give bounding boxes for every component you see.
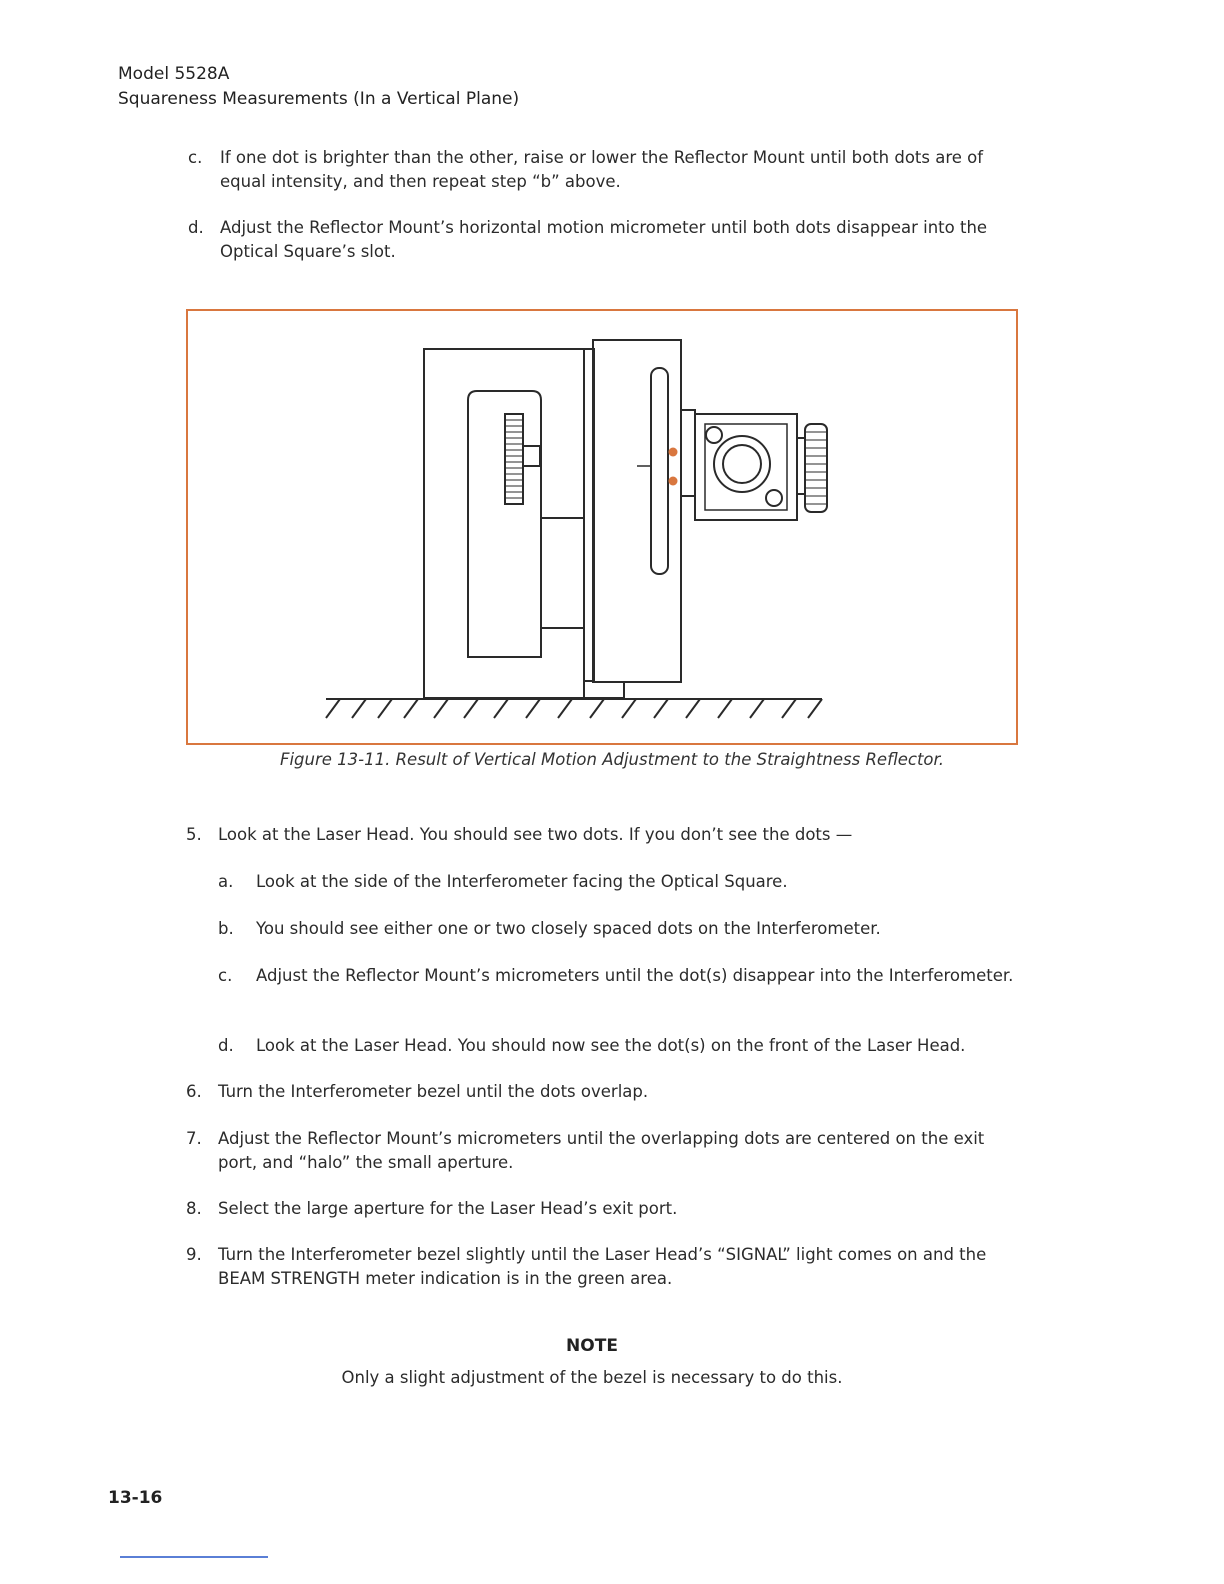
step-text: If one dot is brighter than the other, raise or lower the Reflector Mount until both dots are of equal intensity, and then repeat step “b” above. bbox=[220, 148, 984, 191]
section-header: Squareness Measurements (In a Vertical Plane) bbox=[118, 89, 520, 109]
step-label: 7. bbox=[186, 1129, 202, 1148]
note-title: NOTE bbox=[566, 1336, 618, 1356]
step-label: 6. bbox=[186, 1082, 202, 1101]
note-text: Only a slight adjustment of the bezel is necessary to do this. bbox=[341, 1368, 843, 1387]
reflector-mount-illustration bbox=[0, 0, 1224, 760]
step-text: Select the large aperture for the Laser Head’s exit port. bbox=[218, 1199, 678, 1218]
optical-square-slot bbox=[651, 368, 668, 574]
step-text: Adjust the Reflector Mount’s horizontal motion micrometer until both dots disappear into the Optical Square’s slot. bbox=[220, 218, 988, 261]
step-label: 9. bbox=[186, 1245, 202, 1264]
step-text: Turn the Interferometer bezel until the dots overlap. bbox=[218, 1082, 649, 1101]
figure-caption: Figure 13-11. Result of Vertical Motion Adjustment to the Straightness Reflector. bbox=[279, 750, 945, 769]
step-text: Adjust the Reflector Mount’s micrometers until the overlapping dots are centered on the exit port, and “halo” the small aperture. bbox=[218, 1129, 985, 1172]
laser-dot-lower bbox=[669, 477, 678, 486]
laser-dot-upper bbox=[669, 448, 678, 457]
step-label: a. bbox=[218, 872, 234, 891]
step-text: Look at the Laser Head. You should see two dots. If you don’t see the dots — bbox=[218, 825, 853, 844]
step-label: b. bbox=[218, 919, 234, 938]
vertical-micrometer-knob bbox=[505, 414, 523, 504]
step-text: Look at the side of the Interferometer facing the Optical Square. bbox=[256, 872, 788, 891]
step-label: c. bbox=[218, 966, 233, 985]
step-label: 5. bbox=[186, 825, 202, 844]
model-header: Model 5528A bbox=[118, 64, 230, 84]
step-text: You should see either one or two closely spaced dots on the Interferometer. bbox=[256, 919, 881, 938]
step-label: c. bbox=[188, 148, 203, 167]
step-label: d. bbox=[188, 218, 204, 237]
step-label: d. bbox=[218, 1036, 234, 1055]
step-text: Adjust the Reflector Mount’s micrometers until the dot(s) disappear into the Interferometer. bbox=[256, 966, 1014, 985]
step-label: 8. bbox=[186, 1199, 202, 1218]
step-text: Look at the Laser Head. You should now see the dot(s) on the front of the Laser Head. bbox=[256, 1036, 966, 1055]
footer-rule bbox=[120, 1556, 268, 1558]
mount-body bbox=[424, 349, 584, 698]
step-text: Turn the Interferometer bezel slightly until the Laser Head’s “SIGNAL” light comes on and the BEAM STRENGTH meter indication is in the green area. bbox=[218, 1245, 987, 1288]
page-number: 13-16 bbox=[108, 1488, 163, 1508]
reflector bbox=[695, 414, 797, 520]
horizontal-micrometer-knob bbox=[805, 424, 827, 512]
